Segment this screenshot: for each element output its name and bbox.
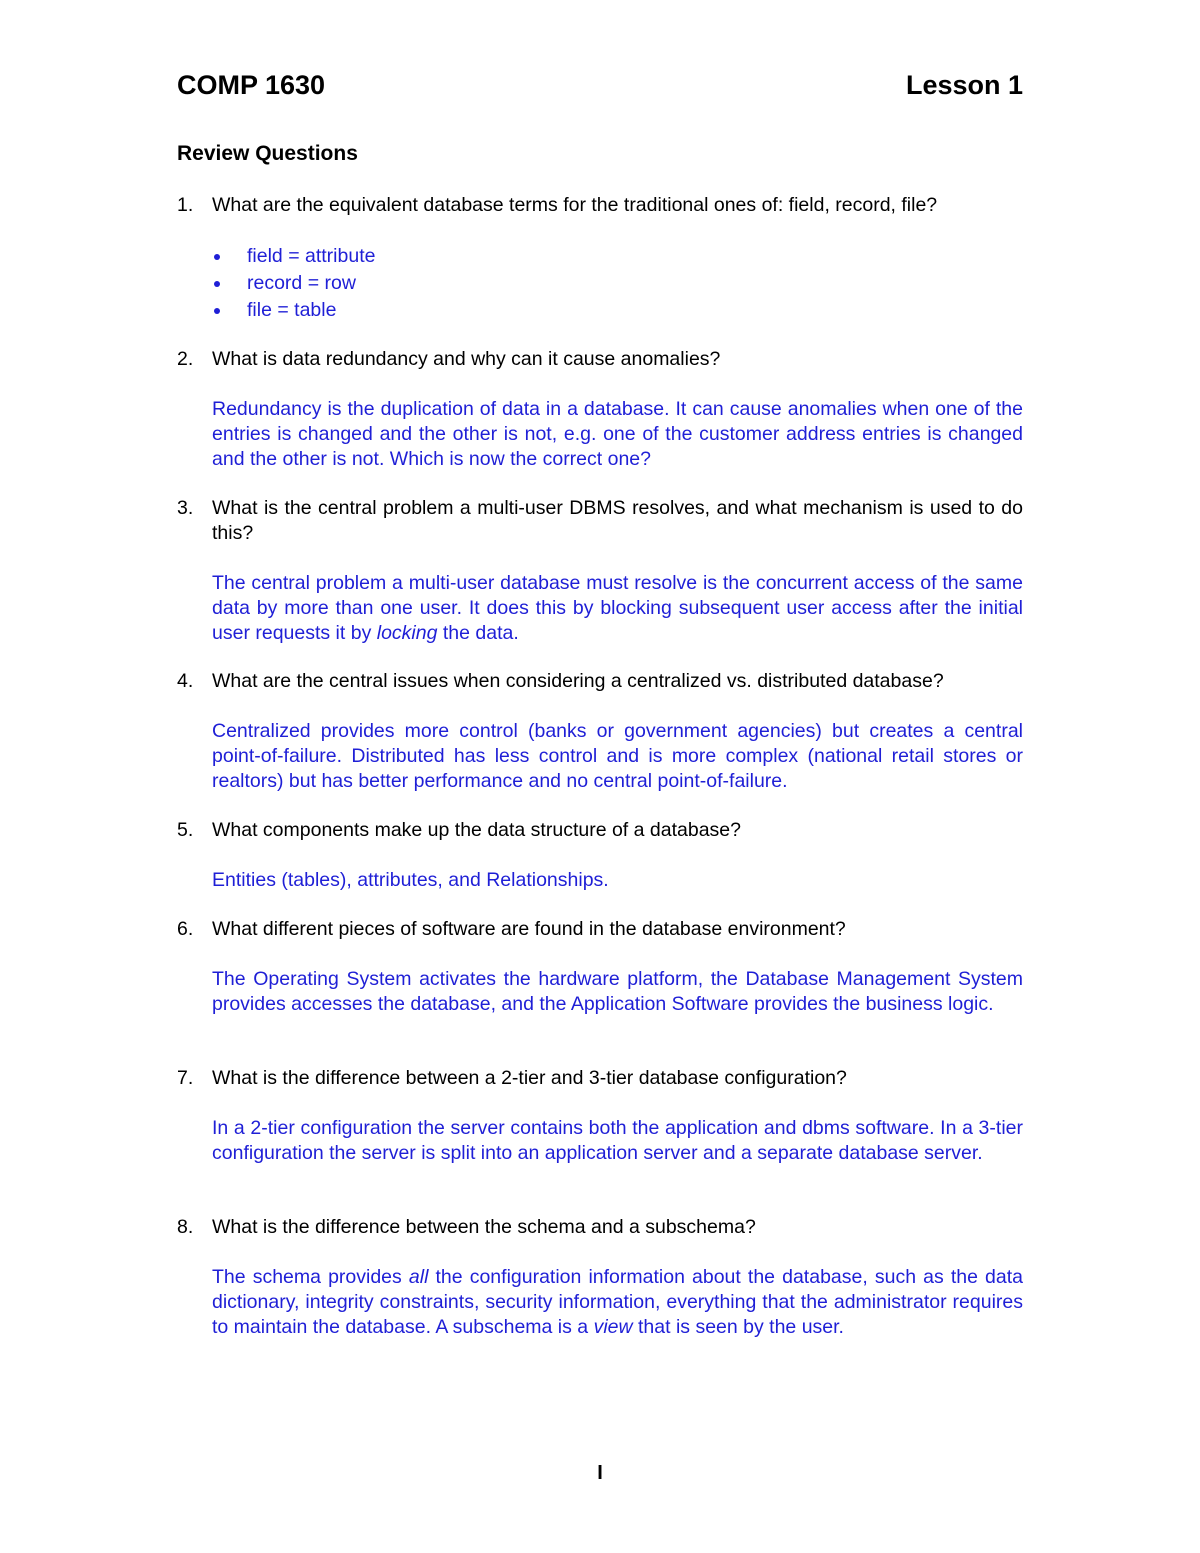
question-block-6 [177,917,1023,1017]
question-block-3 [177,496,1023,646]
question-block-4 [177,669,1023,794]
question-6 [177,917,1023,942]
question-block-8 [177,1215,1023,1340]
question-text: What is the difference between a 2-tier and 3-tier database configuration? [212,1067,847,1089]
question-3 [177,496,1023,546]
answer-8 [212,1265,1023,1340]
bullet-icon [214,308,220,314]
question-number: 8. [177,1216,194,1238]
question-text: What are the central issues when considering a centralized vs. distributed database? [212,670,944,692]
answer-text: the configuration information about the database, such as the data dictionary, integrity constraints, security information, everything that the administrator requires to maintain the database. A subschema is a [212,1266,1024,1338]
list-item-text: field = attribute [247,245,376,267]
answer-6: The Operating System activates the hardware platform, the Database Management System provides accesses the database, and the Application Software provides the business logic. [212,968,1023,1015]
question-number: 4. [177,670,194,692]
list-item [212,243,1023,270]
question-number: 7. [177,1067,194,1089]
list-item-text: record = row [247,272,356,294]
question-number: 3. [177,497,194,519]
list-item [212,297,1023,324]
page-header [177,70,1023,106]
question-text: What is the difference between the schema and a subschema? [212,1216,756,1238]
answer-2: Redundancy is the duplication of data in a database. It can cause anomalies when one of the entries is changed and the other is not, e.g. one of the customer address entries is changed and the other is not. Which is now the correct one? [212,398,1023,470]
question-block-5 [177,818,1023,893]
question-2 [177,347,1023,372]
question-text: What components make up the data structure of a database? [212,819,741,841]
question-text: What different pieces of software are found in the database environment? [212,918,846,940]
question-5 [177,818,1023,843]
answer-5: Entities (tables), attributes, and Relationships. [212,869,609,891]
answer-emphasis: locking [376,622,438,644]
question-8 [177,1215,1023,1240]
answer-3 [212,571,1023,646]
answer-text: the data. [437,622,519,644]
question-block-2 [177,347,1023,472]
question-number: 6. [177,918,194,940]
question-text: What is data redundancy and why can it cause anomalies? [212,348,721,370]
question-1 [177,193,1023,218]
answer-7: In a 2-tier configuration the server contains both the application and dbms software. In a 3-tier configuration the server is split into an application server and a separate database server. [212,1117,1023,1164]
bullet-icon [214,254,220,260]
answer-text: The schema provides [212,1266,409,1288]
list-item [212,270,1023,297]
question-7 [177,1066,1023,1091]
course-code: COMP 1630 [177,70,326,100]
question-block-1 [177,193,1023,324]
lesson-label: Lesson 1 [905,70,1023,100]
question-number: 5. [177,819,194,841]
answer-text: that is seen by the user. [632,1316,844,1338]
question-block-7 [177,1066,1023,1166]
question-text: What is the central problem a multi-user DBMS resolves, and what mechanism is used to do this? [212,497,1023,544]
list-item-text: file = table [247,299,337,321]
answer-list [212,243,1023,324]
answer-emphasis: all [408,1266,429,1288]
question-text: What are the equivalent database terms for the traditional ones of: field, record, file? [212,194,938,216]
question-number: 2. [177,348,194,370]
question-4 [177,669,1023,694]
answer-4: Centralized provides more control (banks or government agencies) but creates a central point-of-failure. Distributed has less control and is more complex (national retail stores or realtors) but has better performance and no central point-of-failure. [212,720,1023,792]
section-title: Review Questions [177,142,358,165]
answer-emphasis: view [593,1316,633,1338]
bullet-icon [214,281,220,287]
question-number: 1. [177,194,194,216]
page-number: I [597,1462,603,1484]
answer-text: The central problem a multi-user database must resolve is the concurrent access of the same data by more than one user. It does this by blocking subsequent user access after the initial user requests it by [212,572,1023,644]
